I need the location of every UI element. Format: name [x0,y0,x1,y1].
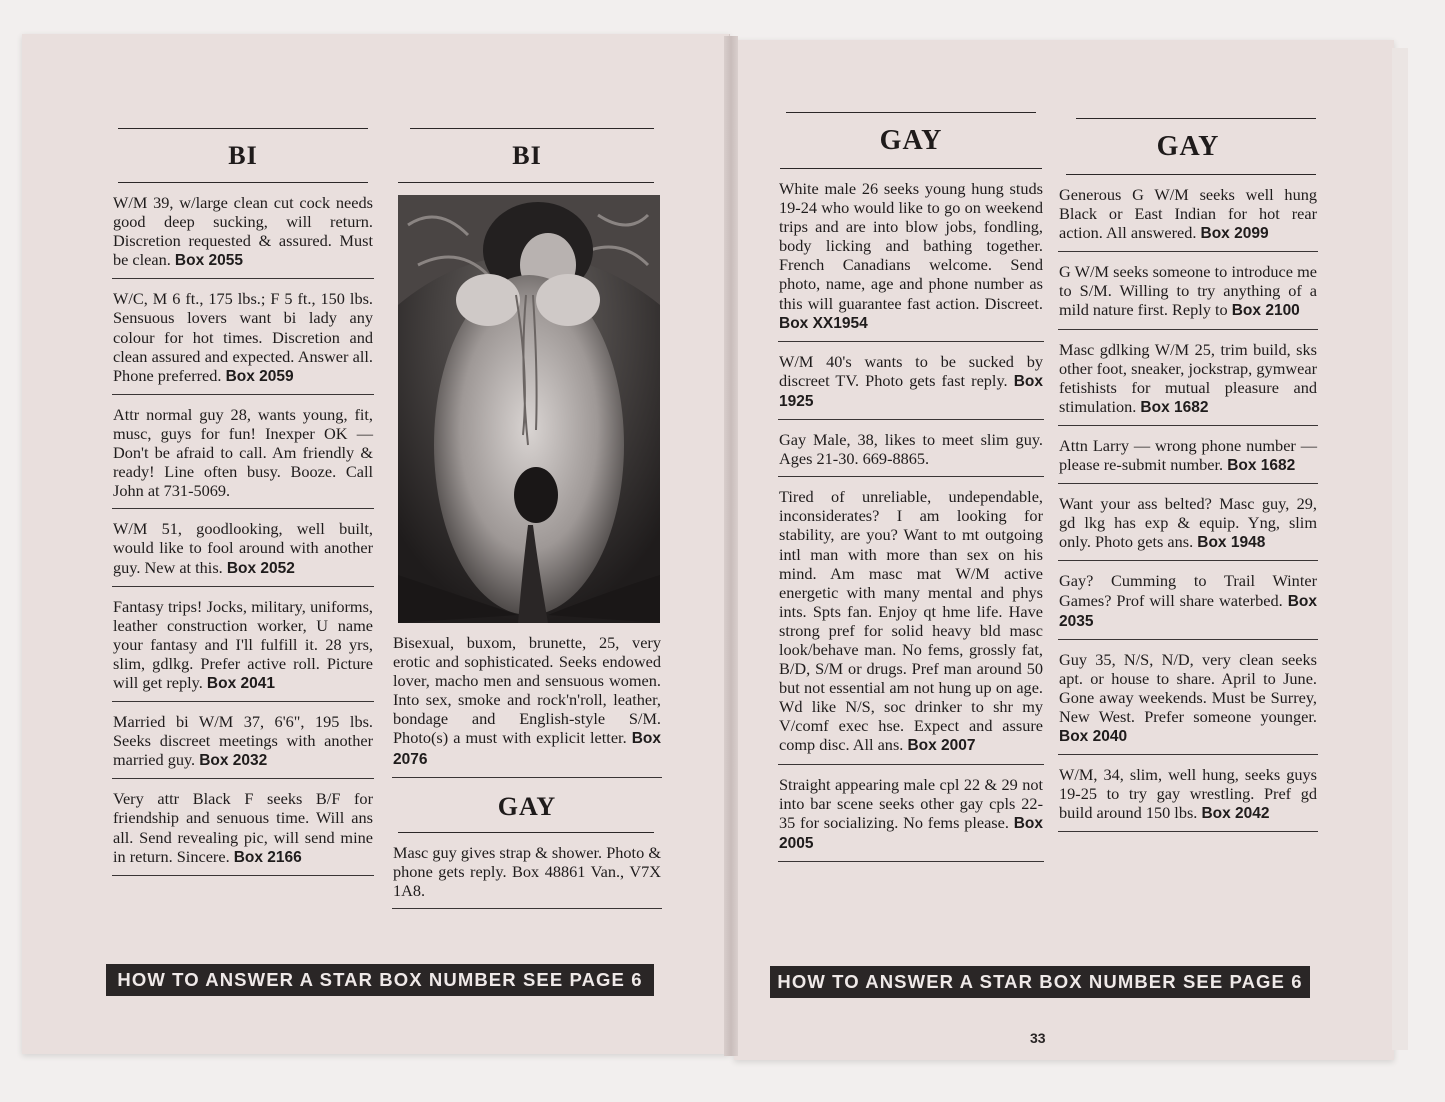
section-heading: GAY [879,125,943,156]
box-number: Box 1682 [1140,398,1209,416]
ad-text: G W/M seeks someone to introduce me to S/M. Willing to try anything of a mild nature first. Reply to [1059,262,1317,320]
ad-text: W/M 40's wants to be sucked by discreet TV. Photo gets fast reply. [779,351,1043,390]
box-number: Box 2055 [174,252,243,270]
classified-ad [1058,330,1318,426]
classified-ad [1058,561,1318,639]
classified-ad [778,169,1044,342]
classified-ad [392,833,662,909]
classified-ad [1058,484,1318,561]
ad-list [778,169,1044,862]
classified-ad [112,587,374,702]
box-number: Box XX1954 [779,314,868,332]
box-number: Box 2100 [1231,302,1300,320]
classified-ad [112,183,374,279]
ad-text: Attn Larry — wrong phone number — please re-submit number. [1059,435,1317,475]
ad-list [392,833,662,909]
ad-text: W/M 39, w/large clean cut cock needs good deep sucking, will return. Discretion requested & assured. Must be clean. [113,193,373,270]
box-number: Box 2099 [1200,225,1269,243]
classified-ad [778,477,1044,764]
ad-list [112,183,374,876]
ad-text: Masc guy gives strap & shower. Photo & phone gets reply. Box 48861 Van., V7X 1A8. [393,842,661,900]
classified-ad [1058,640,1318,755]
classified-ad [1058,755,1318,832]
ad-text: Gay? Cumming to Trail Winter Games? Prof will share waterbed. [1059,571,1317,610]
section-heading: GAY [497,791,557,821]
classified-ad [112,702,374,779]
classified-ad [112,395,374,509]
ad-text: W/C, M 6 ft., 175 lbs.; F 5 ft., 150 lbs. Sensuous lovers want bi lady any colour for hot times. Discretion and clean assured and expected. Answer all. Phone preferred. [113,289,373,385]
ad-text: Attr normal guy 28, wants young, fit, musc, guys for fun! Inexper OK — Don't be afraid to call. Am friendly & ready! Line often busy. Booze. Call John at 731-5069. [113,404,373,501]
photo-image [398,195,660,623]
classified-ad [112,279,374,394]
box-number: Box 2035 [1059,592,1317,630]
rule [398,182,654,183]
right-column-gay [778,112,1044,862]
classified-ad [778,420,1044,477]
ad-text: Gay Male, 38, likes to meet slim guy. Ages 21-30. 669-8865. [779,430,1043,469]
left-column-bi-photo [392,128,662,909]
box-number: Box 2032 [199,752,268,770]
box-number: Box 1925 [779,372,1043,410]
left-column-bi [112,128,374,876]
box-number: Box 2166 [233,848,302,866]
section-heading: GAY [1156,131,1220,162]
classified-ad [1058,426,1318,484]
ad-text: Bisexual, buxom, brunette, 25, very erotic and sophisticated. Seeks endowed lover, macho men and sensuous women. Into sex, smoke and rock'n'roll, leather, bondage and English-style S/M. Photo(s) a must with explicit letter. [393,633,661,748]
ad-text: Very attr Black F seeks B/F for friendship and senuous time. Will ans all. Send revealing pic, will send mine in return. Sincere. [113,789,373,866]
classified-ad [112,779,374,875]
ad-text: Generous G W/M seeks well hung Black or East Indian for hot rear action. All answered. [1059,185,1317,243]
ad-text: White male 26 seeks young hung studs 19-24 who would like to go on weekend trips and are into blow jobs, fondling, body licking and bathing together. French Canadians welcome. Send photo, name, age and phone number as this will guarantee fast action. Discreet. [779,179,1043,313]
classified-ad [392,623,662,778]
ad-text: Guy 35, N/S, N/D, very clean seeks apt. or house to share. April to June. Gone away weekends. Must be Surrey, New West. Prefer someone younger. [1059,649,1317,726]
ad-text: Fantasy trips! Jocks, military, uniforms, leather construction worker, U name your fantasy and I'll fulfill it. 28 yrs, slim, gdlkg. Prefer active roll. Picture will get reply. [113,596,373,692]
classified-ad [1058,252,1318,329]
box-number: Box 2059 [225,367,294,385]
section-heading: BI [512,141,542,170]
box-number: Box 2040 [1059,728,1128,746]
box-number: Box 2042 [1201,805,1270,823]
box-number: Box 2041 [206,674,275,692]
classified-ad [778,765,1044,862]
box-number: Box 1948 [1197,534,1266,552]
ad-text: Tired of unreliable, undependable, inconsiderates? I am looking for stability, are you? Want to mt outgoing intl man with more than sex on his mind. Am masc mat W/M active energetic with many mental and phys ints. Spts fan. Enjoy qt hme life. Have strong pref for solid heavy bld masc look/behave man. No fems, grossly fat, B/D, S/M or drugs. Pref man around 50 but not essential am not hung up on age. Wd like N/S, soc drinker to shr my V/comf exec hse. Expect and assure comp disc. All ans. [779,487,1043,755]
ad-text: Married bi W/M 37, 6'6", 195 lbs. Seeks discreet meetings with another married guy. [113,712,373,770]
ad-text: W/M 51, goodlooking, well built, would like to fool around with another guy. New at this. [113,519,373,577]
ad-list [392,623,662,778]
ad-text: W/M, 34, slim, well hung, seeks guys 19-25 to try gay wrestling. Pref gd build around 150 lbs. [1059,765,1317,823]
ad-text: Straight appearing male cpl 22 & 29 not into bar scene seeks other gay cpls 22-35 for socializing. No fems please. [779,774,1043,832]
section-heading: BI [228,141,258,170]
book-gutter [724,36,738,1056]
box-number: Box 2052 [226,559,295,577]
answer-banner: HOW TO ANSWER A STAR BOX NUMBER SEE PAGE 6 [106,964,654,996]
answer-banner: HOW TO ANSWER A STAR BOX NUMBER SEE PAGE 6 [770,966,1310,998]
ad-list [1058,175,1318,832]
ad-text: Want your ass belted? Masc guy, 29, gd lkg has exp & equip. Yng, slim only. Photo gets ans. [1059,494,1317,552]
box-number: Box 2005 [779,814,1043,852]
box-number: Box 2007 [907,737,976,755]
classified-ad [112,509,374,586]
box-number: Box 2076 [393,730,661,768]
ad-text: Masc gdlking W/M 25, trim build, sks other foot, sneaker, jockstrap, gymwear fetishists for mutual pleasure and stimulation. [1059,339,1317,416]
right-column-gay-2 [1058,118,1318,832]
page-edge [1392,48,1408,1050]
page-number: 33 [1030,1030,1046,1046]
classified-ad [1058,175,1318,252]
box-number: Box 1682 [1227,457,1296,475]
classified-ad [778,342,1044,420]
